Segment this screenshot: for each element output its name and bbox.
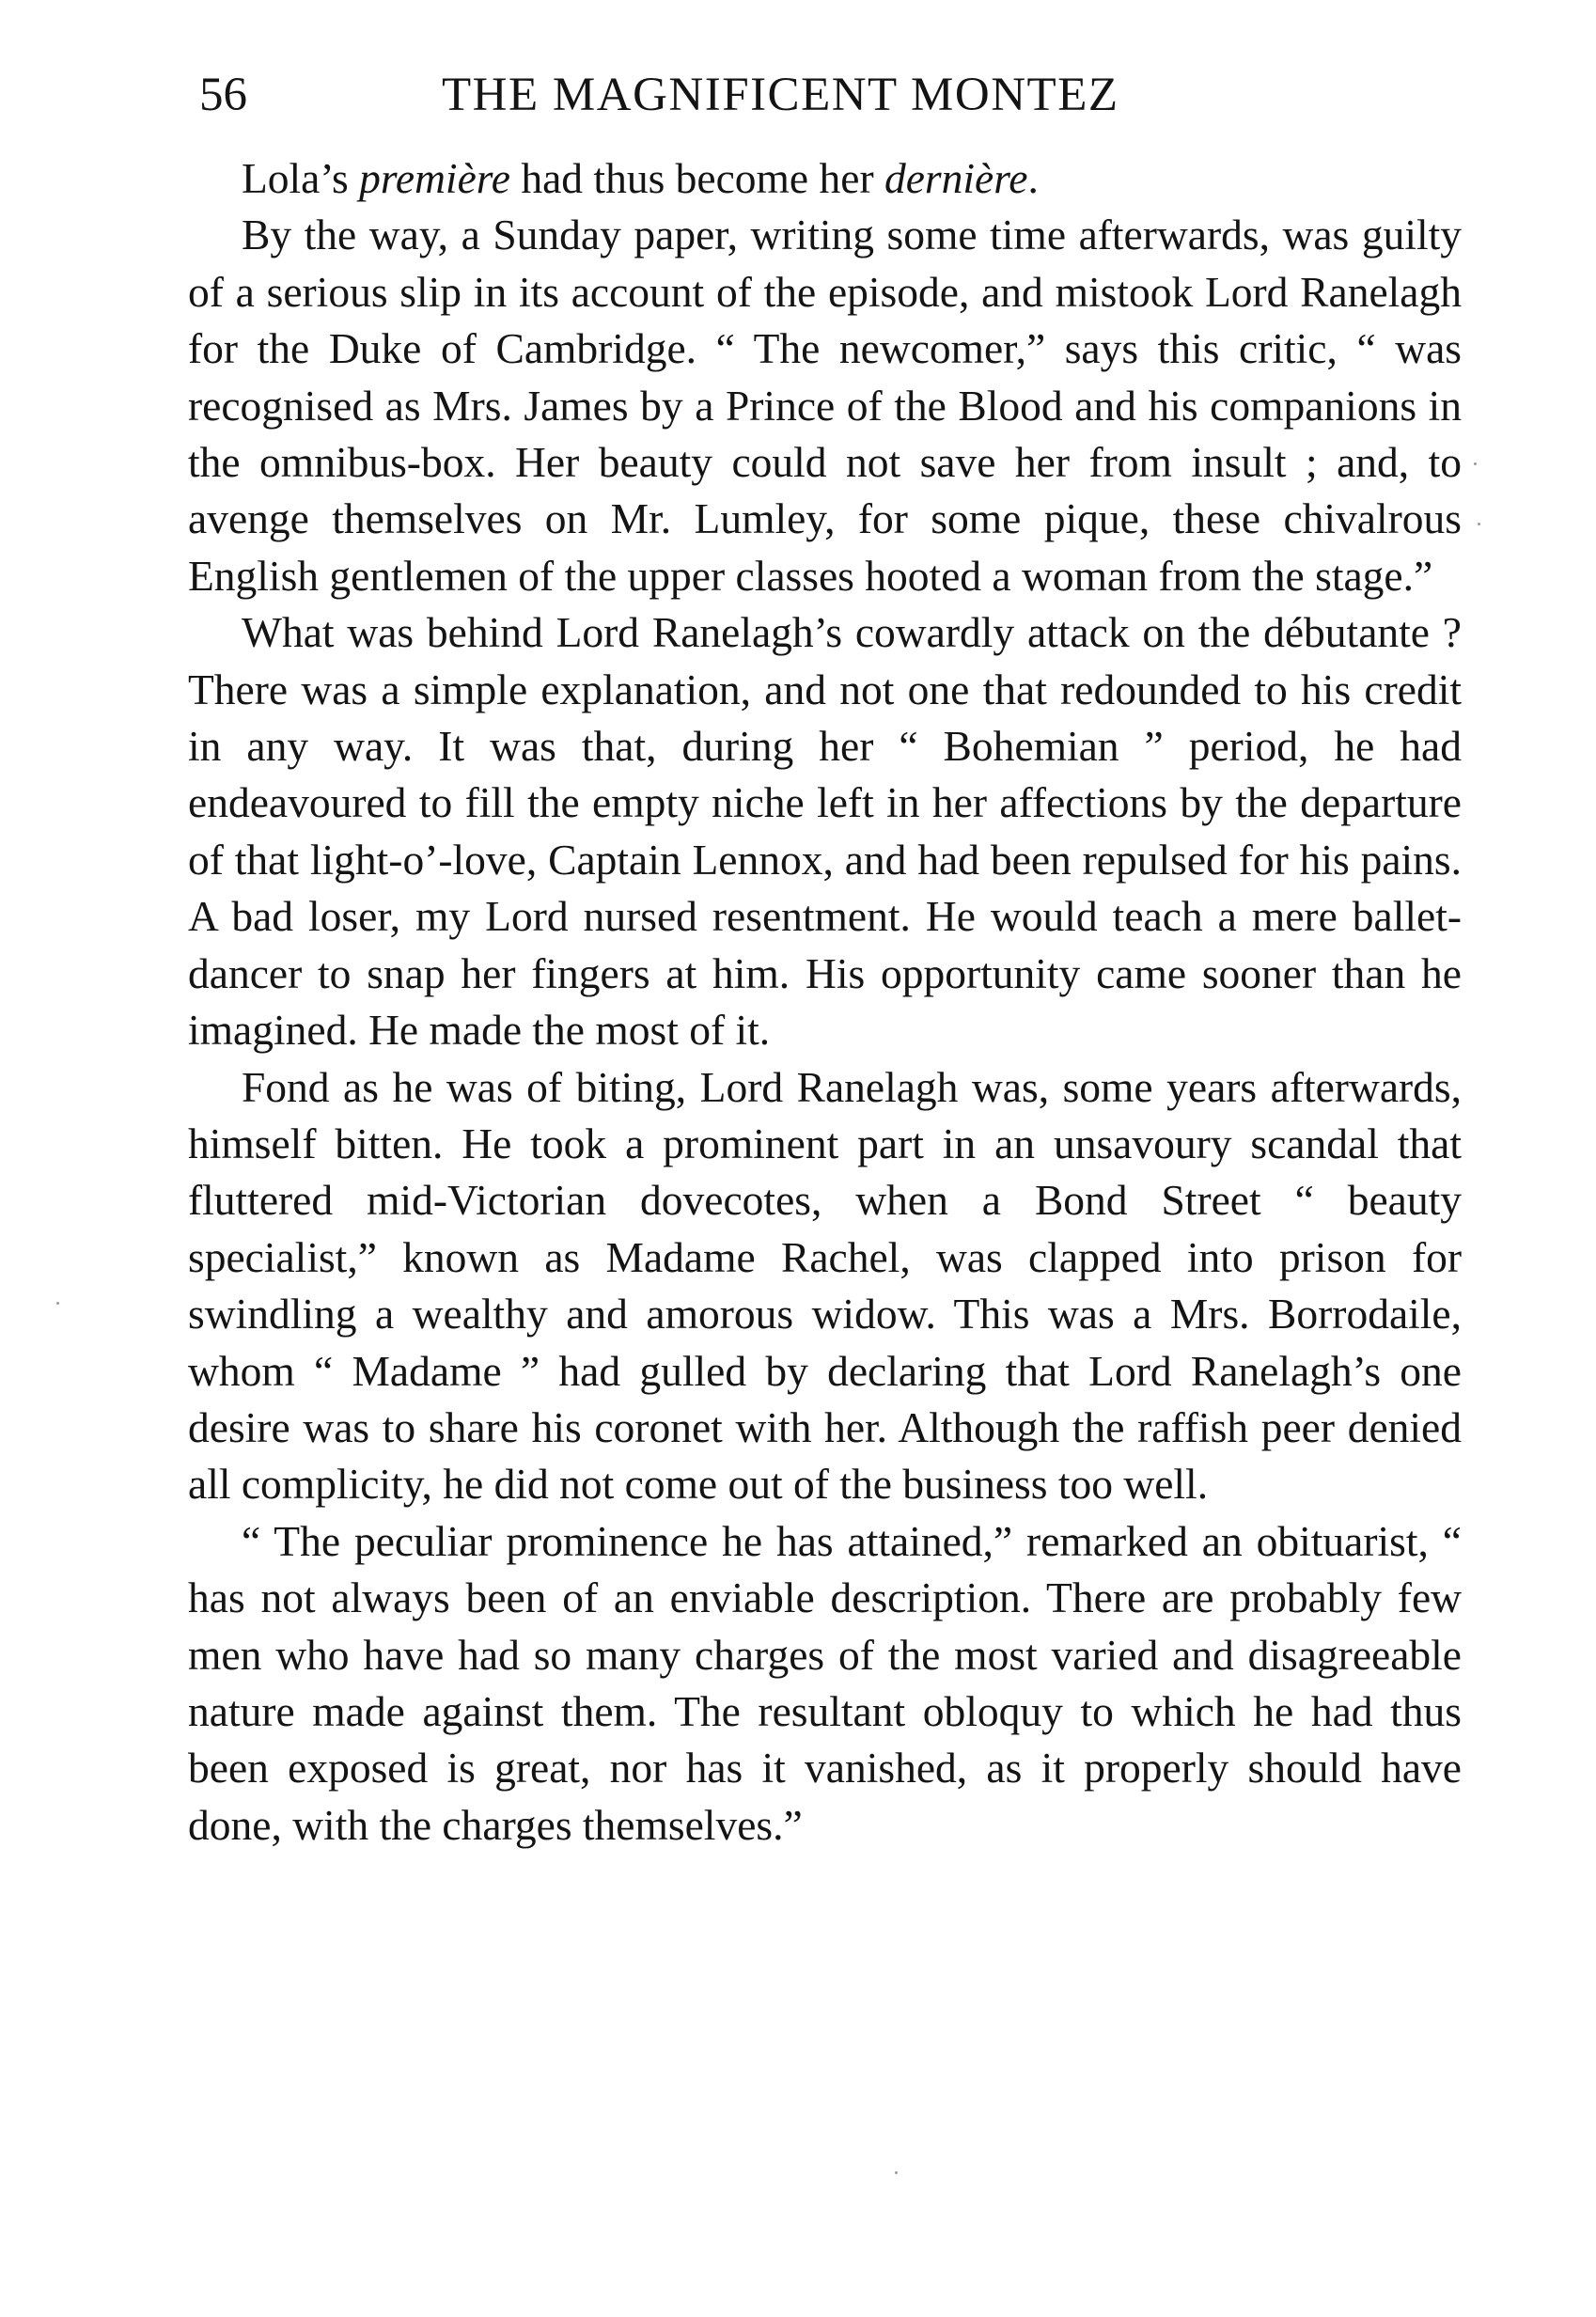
paragraph-3: What was behind Lord Ranelagh’s cowardly attack on the débutante ? There was a simple explanation, and not one that redounded to his credit in any way. It was that, during her “ Bohemian ” period, he had endeavoured to fill the empty niche left in her affections by the departure of that light-o’-love, Captain Lennox, and had been repulsed for his pains. A bad loser, my Lord nursed resentment. He would teach a mere ballet-dancer to snap her fingers at him. His opportunity came sooner than he imagined. He made the most of it. [188,608,1462,1055]
paper-speck [1474,462,1477,465]
paragraph-2: By the way, a Sunday paper, writing some time afterwards, was guilty of a serious slip in its account of the episode, and mistook Lord Ranelagh for the Duke of Cambridge. “ The newcomer,” says this critic, “ was recognised as Mrs. James by a Prince of the Blood and his companions in the omnibus-box. Her beauty could not save her from insult ; and, to avenge themselves on Mr. Lumley, for some pique, these chivalrous English gentlemen of the upper classes hooted a woman from the stage.” [188,211,1462,600]
italic-word-premiere: première [359,154,510,202]
running-title: THE MAGNIFICENT MONTEZ [442,69,1119,121]
italic-word-derniere: dernière [884,154,1028,202]
paragraph-1-text-middle: had thus become her [509,154,884,202]
paragraph-1 [188,150,1462,207]
paper-speck [56,1302,59,1305]
running-head [199,62,1459,128]
paragraph-1-text-start: Lola’s [242,154,360,202]
paragraph-4: Fond as he was of biting, Lord Ranelagh was, some years afterwards, himself bitten. He took a prominent part in an unsavoury scandal that fluttered mid-Victorian dovecotes, when a Bond Street “ beauty specialist,” known as Madame Rachel, was clapped into prison for swindling a wealthy and amorous widow. This was a Mrs. Borrodaile, whom “ Madame ” had gulled by declaring that Lord Ranelagh’s one desire was to share his coronet with her. Although the raffish peer denied all complicity, he did not come out of the business too well. [188,1062,1462,1509]
paragraph-1-text-end: . [1027,154,1039,202]
paper-speck [895,2171,898,2174]
paper-speck [1478,523,1480,525]
paragraph-5: “ The peculiar prominence he has attained,” remarked an obituarist, “ has not always been of an enviable description. There are probably few men who have had so many charges of the most varied and disagreeable nature made against them. The resultant obloquy to which he had thus been exposed is great, nor has it vanished, as it properly should have done, with the charges themselves.” [188,1516,1462,1849]
body-text [188,150,1462,1854]
page-number: 56 [199,69,247,121]
